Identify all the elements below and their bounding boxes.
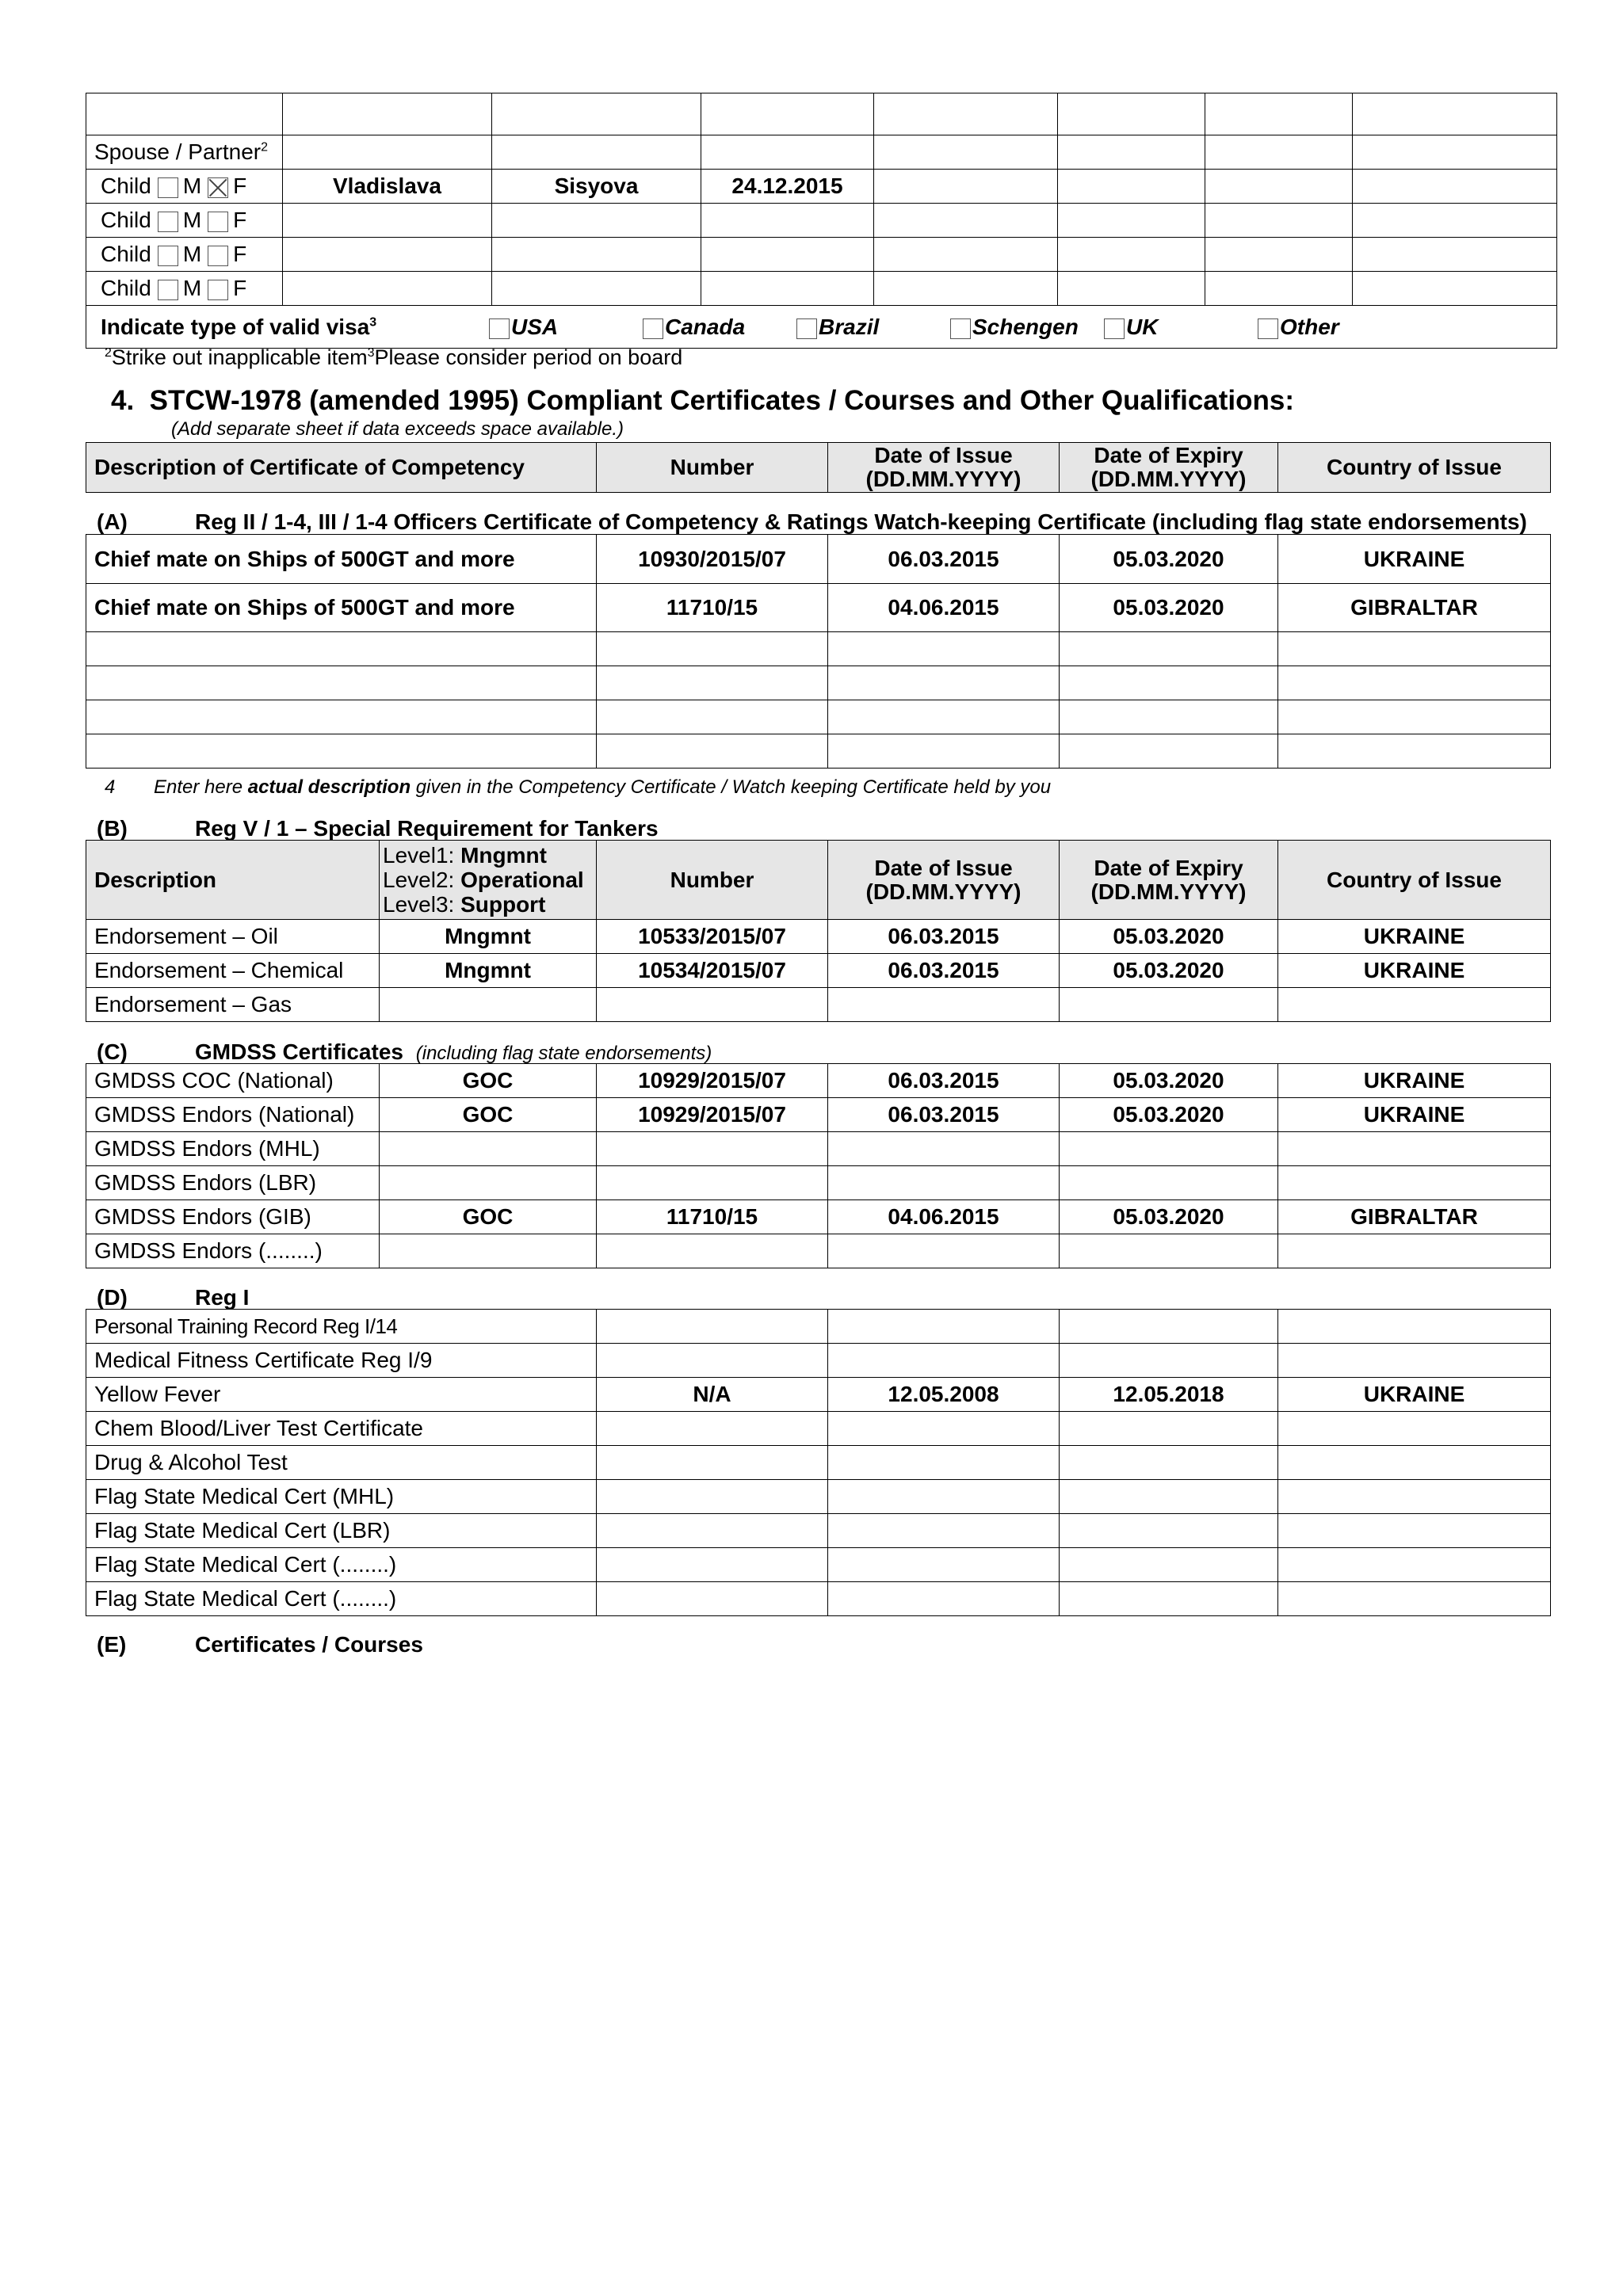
table-row: Chem Blood/Liver Test Certificate <box>86 1412 1551 1446</box>
visa-option-usa[interactable]: USA <box>489 315 558 340</box>
visa-label: Indicate type of valid visa$^3$ <box>101 315 377 339</box>
section-b-table <box>86 840 1551 1022</box>
table-row: Endorsement – Oil Mngmnt 10533/2015/07 06.03.2015 05.03.2020 UKRAINE <box>86 920 1551 954</box>
child-dob[interactable] <box>701 204 874 238</box>
table-row <box>86 700 1551 734</box>
section-b-letter: (B) <box>97 816 128 841</box>
visa-other-checkbox[interactable] <box>1258 318 1278 339</box>
visa-option-canada[interactable]: Canada <box>643 315 745 340</box>
family-row-blank <box>86 93 1557 135</box>
child-label: Child <box>101 276 151 300</box>
table-row: Endorsement – Chemical Mngmnt 10534/2015/07 06.03.2015 05.03.2020 UKRAINE <box>86 954 1551 988</box>
header-number: Number <box>597 841 828 920</box>
table-row <box>86 666 1551 700</box>
child-row: Child M F <box>86 238 1557 272</box>
table-row: GMDSS COC (National) GOC 10929/2015/07 06.03.2015 05.03.2020 UKRAINE <box>86 1064 1551 1098</box>
section-b-title: Reg V / 1 – Special Requirement for Tankers <box>195 816 659 841</box>
child-label: Child <box>101 242 151 266</box>
section-4-subtitle: (Add separate sheet if data exceeds space available.) <box>171 418 624 440</box>
table-row: Flag State Medical Cert (MHL) <box>86 1480 1551 1514</box>
visa-uk-checkbox[interactable] <box>1104 318 1125 339</box>
child-f-checkbox[interactable] <box>208 280 228 300</box>
visa-option-uk[interactable]: UK <box>1104 315 1158 340</box>
visa-usa-checkbox[interactable] <box>489 318 510 339</box>
child-m-checkbox[interactable] <box>158 177 178 198</box>
table-row: Chief mate on Ships of 500GT and more 10930/2015/07 06.03.2015 05.03.2020 UKRAINE <box>86 535 1551 584</box>
section-c-letter: (C) <box>97 1039 128 1064</box>
table-row: GMDSS Endors (GIB) GOC 11710/15 04.06.2015 05.03.2020 GIBRALTAR <box>86 1200 1551 1234</box>
spouse-row <box>86 135 1557 170</box>
table-row: Chief mate on Ships of 500GT and more 11710/15 04.06.2015 05.03.2020 GIBRALTAR <box>86 584 1551 632</box>
section-c-title: GMDSS Certificates (including flag state endorsements) <box>195 1039 712 1064</box>
child-row: Child M F Vladislava Sisyova 24.12.2015 <box>86 170 1557 204</box>
child-label: Child <box>101 174 151 198</box>
header-country: Country of Issue <box>1278 841 1551 920</box>
section-a-letter: (A) <box>97 509 128 534</box>
table-row: Yellow Fever N/A 12.05.2008 12.05.2018 UKRAINE <box>86 1378 1551 1412</box>
visa-canada-checkbox[interactable] <box>643 318 663 339</box>
section-d-letter: (D) <box>97 1285 128 1310</box>
child-dob[interactable] <box>701 238 874 272</box>
child-dob[interactable] <box>701 272 874 306</box>
family-table <box>86 93 1557 349</box>
child-first-name[interactable]: Vladislava <box>283 170 492 204</box>
header-issue: Date of Issue (DD.MM.YYYY) <box>828 841 1060 920</box>
family-footnotes: $^2$Strike out inapplicable item$^3$Please consider period on board <box>105 345 683 369</box>
header-country: Country of Issue <box>1278 443 1551 493</box>
table-row: GMDSS Endors (National) GOC 10929/2015/07 06.03.2015 05.03.2020 UKRAINE <box>86 1098 1551 1132</box>
visa-brazil-checkbox[interactable] <box>796 318 817 339</box>
table-row: Drug & Alcohol Test <box>86 1446 1551 1480</box>
table-row: Flag State Medical Cert (........) <box>86 1582 1551 1616</box>
table-row <box>86 632 1551 666</box>
header-expiry: Date of Expiry (DD.MM.YYYY) <box>1060 443 1278 493</box>
child-f-checkbox[interactable] <box>208 246 228 266</box>
table-row: Endorsement – Gas <box>86 988 1551 1022</box>
header-row <box>86 841 1551 920</box>
child-f-checkbox[interactable] <box>208 177 228 198</box>
child-first-name[interactable] <box>283 272 492 306</box>
visa-option-schengen[interactable]: Schengen <box>950 315 1079 340</box>
child-last-name[interactable] <box>492 238 701 272</box>
header-level: Level1: Mngmnt Level2: Operational Level3: Support <box>380 841 597 920</box>
header-number: Number <box>597 443 828 493</box>
header-description: Description of Certificate of Competency <box>86 443 597 493</box>
section-c-table <box>86 1063 1551 1268</box>
child-last-name[interactable]: Sisyova <box>492 170 701 204</box>
section-a-title: Reg II / 1-4, III / 1-4 Officers Certificate of Competency & Ratings Watch-keeping Certificate (including flag state endorsements) <box>195 509 1527 534</box>
table-row: Flag State Medical Cert (........) <box>86 1548 1551 1582</box>
section-d-title: Reg I <box>195 1285 250 1310</box>
child-first-name[interactable] <box>283 204 492 238</box>
section-a-table <box>86 534 1551 769</box>
visa-row <box>86 306 1557 349</box>
header-row <box>86 443 1551 493</box>
table-row <box>86 734 1551 769</box>
competency-header-table <box>86 442 1551 493</box>
child-m-checkbox[interactable] <box>158 212 178 232</box>
header-description: Description <box>86 841 380 920</box>
header-issue: Date of Issue (DD.MM.YYYY) <box>828 443 1060 493</box>
spouse-label: Spouse / Partner$^2$ <box>86 135 283 170</box>
child-dob[interactable]: 24.12.2015 <box>701 170 874 204</box>
header-expiry: Date of Expiry (DD.MM.YYYY) <box>1060 841 1278 920</box>
section-a-note: Enter here actual description given in the Competency Certificate / Watch keeping Certificate held by you <box>154 776 1052 798</box>
child-f-checkbox[interactable] <box>208 212 228 232</box>
table-row: GMDSS Endors (LBR) <box>86 1166 1551 1200</box>
table-row: Personal Training Record Reg I/14 <box>86 1310 1551 1344</box>
child-row: Child M F <box>86 204 1557 238</box>
section-e-title: Certificates / Courses <box>195 1632 423 1657</box>
visa-schengen-checkbox[interactable] <box>950 318 971 339</box>
child-m-checkbox[interactable] <box>158 280 178 300</box>
section-a-note-number: 4 <box>105 776 116 798</box>
child-last-name[interactable] <box>492 272 701 306</box>
child-label: Child <box>101 208 151 232</box>
child-first-name[interactable] <box>283 238 492 272</box>
child-row: Child M F <box>86 272 1557 306</box>
child-last-name[interactable] <box>492 204 701 238</box>
table-row: Flag State Medical Cert (LBR) <box>86 1514 1551 1548</box>
child-m-checkbox[interactable] <box>158 246 178 266</box>
section-e-letter: (E) <box>97 1632 127 1657</box>
visa-option-other[interactable]: Other <box>1258 315 1339 340</box>
table-row: Medical Fitness Certificate Reg I/9 <box>86 1344 1551 1378</box>
visa-option-brazil[interactable]: Brazil <box>796 315 879 340</box>
table-row: GMDSS Endors (MHL) <box>86 1132 1551 1166</box>
section-4-title: 4. STCW-1978 (amended 1995) Compliant Certificates / Courses and Other Qualifications: <box>111 385 1295 416</box>
section-d-table <box>86 1309 1551 1616</box>
table-row: GMDSS Endors (........) <box>86 1234 1551 1268</box>
